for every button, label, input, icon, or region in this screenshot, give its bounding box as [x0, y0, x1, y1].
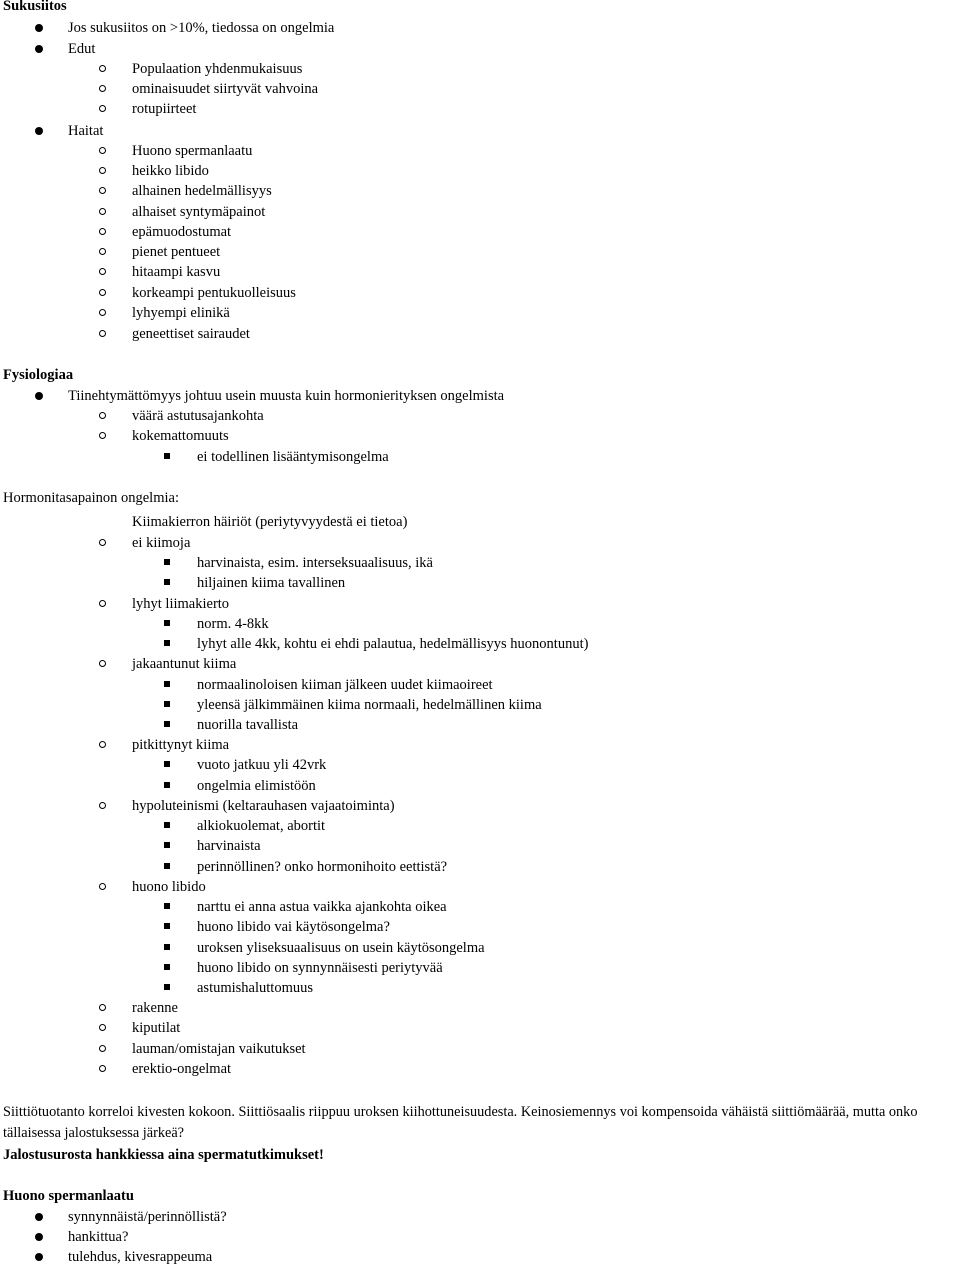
bullet-circle-icon — [96, 202, 110, 222]
bullet-disc-icon — [32, 386, 46, 406]
bullet-square-icon — [161, 958, 175, 978]
section-heading-fysiologiaa: Fysiologiaa — [3, 367, 74, 383]
bullet-circle-icon — [96, 79, 110, 99]
bullet-circle-icon — [96, 99, 110, 119]
bullet-disc-icon — [32, 1247, 46, 1267]
bullet-circle-icon — [96, 1039, 110, 1059]
bullet-square-icon — [161, 573, 175, 593]
bullet-circle-icon — [96, 594, 110, 614]
section-heading-sukusiitos: Sukusiitos — [3, 0, 67, 14]
bullet-square-icon — [161, 715, 175, 735]
bullet-circle-icon — [96, 141, 110, 161]
bullet-square-icon — [161, 836, 175, 856]
bullet-square-icon — [161, 938, 175, 958]
bullet-square-icon — [161, 917, 175, 937]
bullet-circle-icon — [96, 406, 110, 426]
bullet-circle-icon — [96, 303, 110, 323]
bullet-square-icon — [161, 776, 175, 796]
bullet-square-icon — [161, 978, 175, 998]
bullet-circle-icon — [96, 242, 110, 262]
bullet-disc-icon — [32, 18, 46, 38]
bullet-square-icon — [161, 816, 175, 836]
bullet-circle-icon — [96, 998, 110, 1018]
bullet-square-icon — [161, 897, 175, 917]
bullet-square-icon — [161, 675, 175, 695]
bullet-circle-icon — [96, 283, 110, 303]
bullet-circle-icon — [96, 1059, 110, 1079]
bullet-circle-icon — [96, 654, 110, 674]
bullet-square-icon — [161, 553, 175, 573]
bullet-circle-icon — [96, 735, 110, 755]
bullet-circle-icon — [96, 262, 110, 282]
bullet-square-icon — [161, 857, 175, 877]
bullet-disc-icon — [32, 1207, 46, 1227]
bullet-circle-icon — [96, 796, 110, 816]
bullet-circle-icon — [96, 161, 110, 181]
paragraph: Siittiötuotanto korreloi kivesten kokoon. Siittiösaalis riippuu uroksen kiihottuneisuudesta. Keinosiemennys voi kompensoida vähäistä siittiömäärää, mutta onko tällaisessa jalostuksessa järkeä? — [3, 1104, 918, 1141]
bullet-square-icon — [161, 614, 175, 634]
bullet-square-icon — [161, 447, 175, 467]
bullet-circle-icon — [96, 324, 110, 344]
bullet-circle-icon — [96, 1018, 110, 1038]
bullet-disc-icon — [32, 1227, 46, 1247]
bullet-circle-icon — [96, 181, 110, 201]
bullet-disc-icon — [32, 39, 46, 59]
bullet-circle-icon — [96, 426, 110, 446]
section-heading-huono-spermanlaatu: Huono spermanlaatu — [3, 1188, 134, 1204]
bullet-circle-icon — [96, 59, 110, 79]
bullet-circle-icon — [96, 222, 110, 242]
bullet-square-icon — [161, 755, 175, 775]
intro-text: Kiimakierron häiriöt (periytyvyydestä ei tietoa) — [132, 514, 408, 530]
emphasis-text: Jalostusurosta hankkiessa aina spermatutkimukset! — [3, 1147, 324, 1163]
bullet-disc-icon — [32, 121, 46, 141]
bullet-circle-icon — [96, 533, 110, 553]
bullet-circle-icon — [96, 877, 110, 897]
bullet-square-icon — [161, 695, 175, 715]
section-heading-hormonit: Hormonitasapainon ongelmia: — [3, 490, 179, 506]
bullet-square-icon — [161, 634, 175, 654]
